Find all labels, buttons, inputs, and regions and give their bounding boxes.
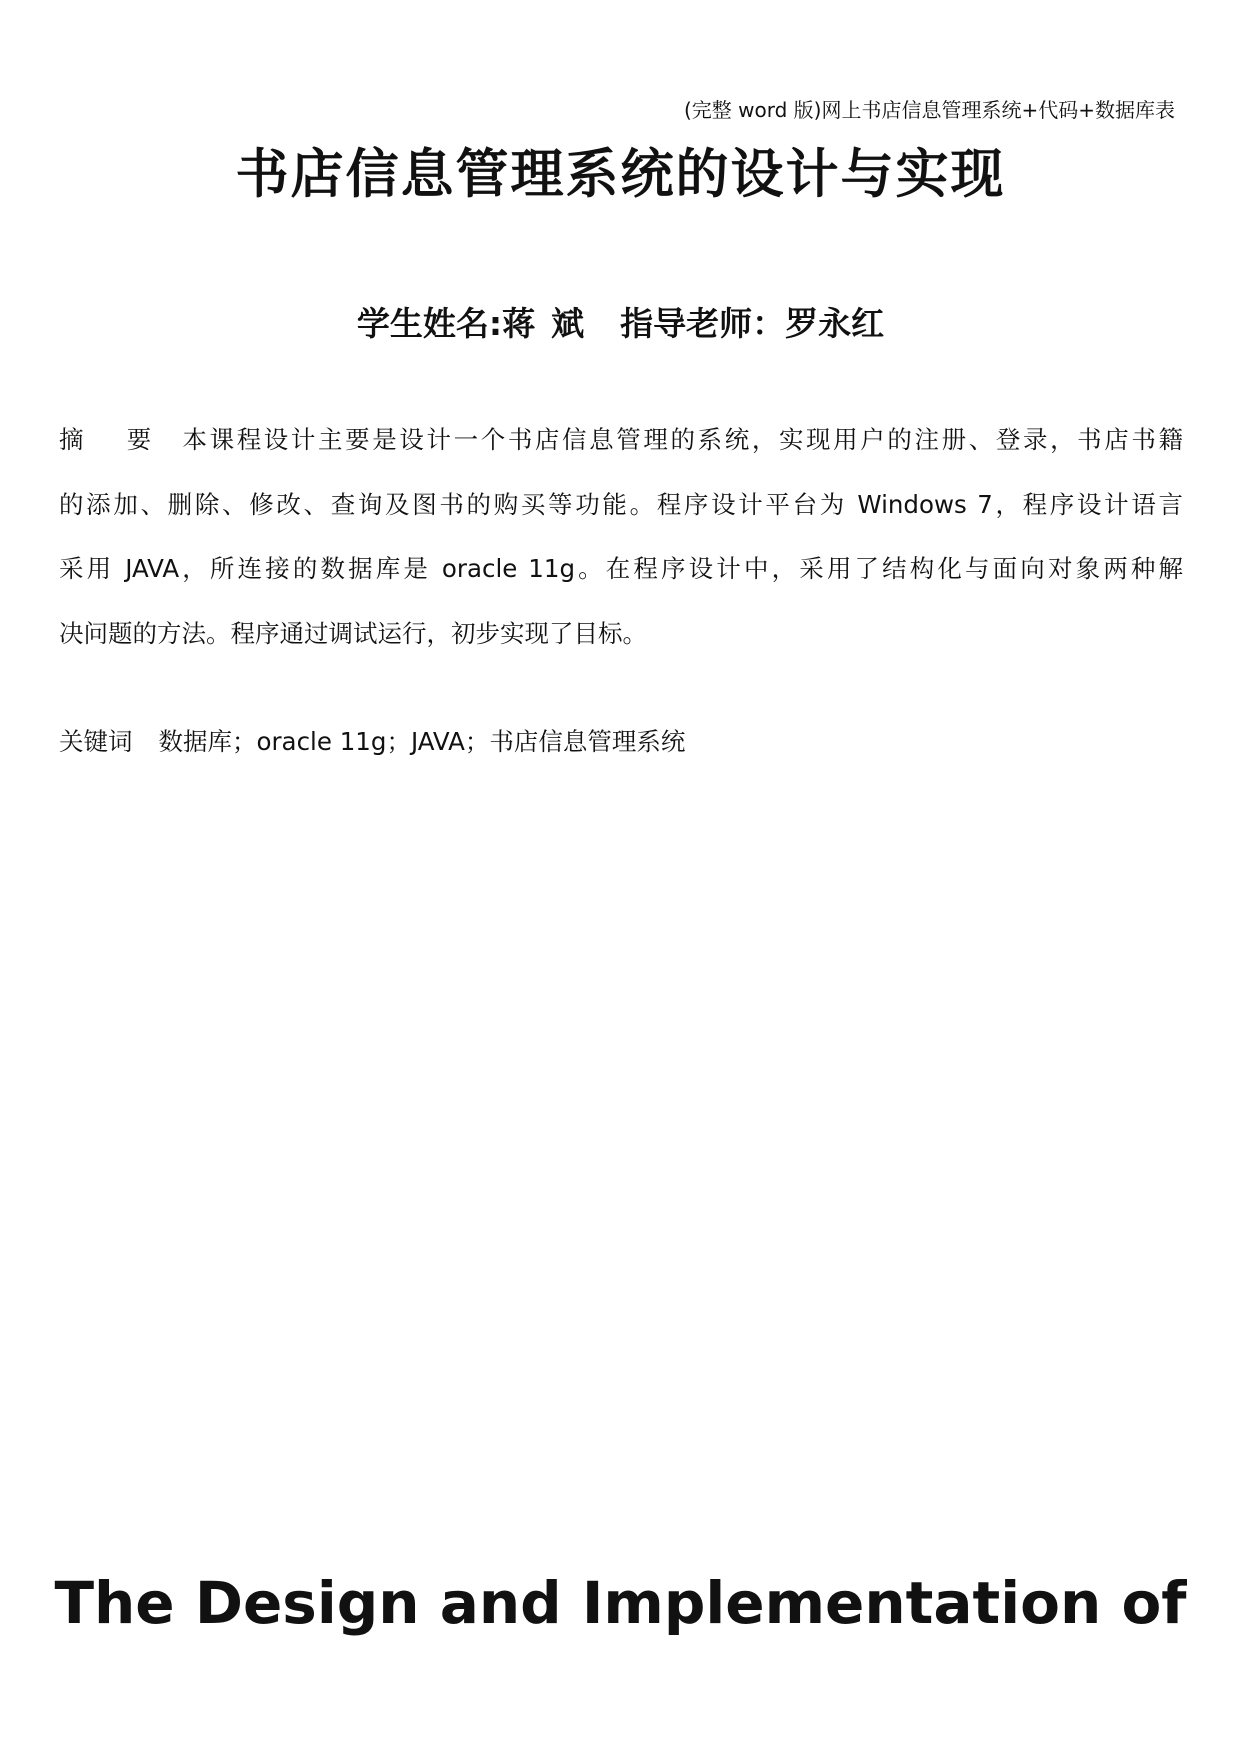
keywords-section: [59, 724, 685, 760]
author-line: [0, 302, 1241, 346]
running-header: (完整 word 版)网上书店信息管理系统+代码+数据库表: [684, 98, 1175, 122]
abstract-label-second: 要: [124, 425, 154, 454]
abstract-line-3: 采用 JAVA，所连接的数据库是 oracle 11g。在程序设计中，采用了结构化与面向对象两种解: [59, 554, 1183, 583]
student-surname: 蒋: [502, 304, 536, 343]
abstract-text-1: 本课程设计主要是设计一个书店信息管理的系统，实现用户的注册、登录，书店书籍: [179, 425, 1184, 454]
keywords-text: 数据库；oracle 11g；JAVA；书店信息管理系统: [158, 727, 686, 756]
student-label: 学生姓名:: [356, 304, 503, 343]
advisor-name: 罗永红: [785, 304, 885, 343]
keywords-label: 关键词: [59, 727, 133, 756]
advisor-label: 指导老师：: [620, 304, 786, 343]
abstract-section: [59, 408, 1183, 666]
chinese-title: 书店信息管理系统的设计与实现: [235, 144, 1006, 205]
student-given-name: 斌: [551, 304, 585, 343]
abstract-line-2: 的添加、删除、修改、查询及图书的购买等功能。程序设计平台为 Windows 7，程序设计语言: [59, 489, 1183, 519]
abstract-label-first: 摘: [59, 425, 87, 454]
abstract-line-4: 决问题的方法。程序通过调试运行，初步实现了目标。: [59, 618, 647, 648]
abstract-line-1: [59, 408, 1183, 473]
english-title: The Design and Implementation of: [54, 1569, 1187, 1637]
